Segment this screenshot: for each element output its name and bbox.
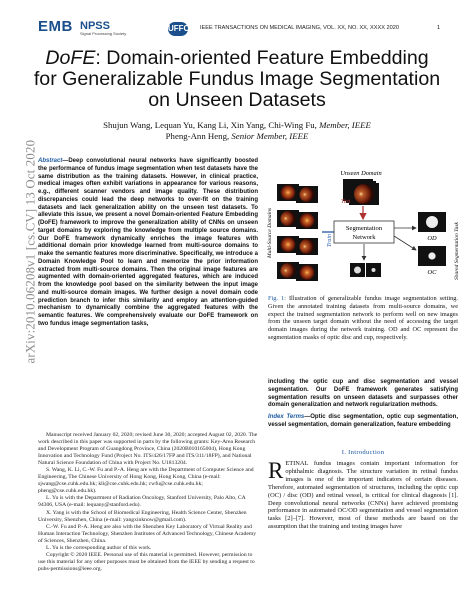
network-to-oc-arrow — [394, 236, 416, 250]
footnotes — [38, 432, 258, 573]
abstract — [38, 158, 258, 329]
caption-text: Illustration of generalizable fundus image segmentation setting. Given the annotated training datasets from multi-source domains, we expect the trained segmentation network to perform well on new images from the unseen target domain without the need of accessing the target domain images during the network training. OD and OC represent the segmentation masks of optic disc and cup, respectively. — [268, 295, 458, 341]
title-line1 — [45, 47, 428, 69]
multi-source-label: Multi-Source Domains — [267, 207, 273, 258]
authors-line2: Pheng-Ann Heng, — [165, 131, 230, 141]
oc-label: OC — [427, 269, 437, 276]
running-title: IEEE TRANSACTIONS ON MEDICAL IMAGING, VOL. XX, NO. XX, XXXX 2020 — [200, 25, 399, 31]
figure-1 — [266, 168, 464, 292]
unseen-domain-label: Unseen Domain — [340, 170, 382, 177]
oc-mask — [418, 246, 446, 266]
index-terms-dash: — — [304, 414, 311, 420]
network-label-line2: Network — [352, 234, 376, 241]
abstract-continued: including the optic cup and disc segmentation and vessel segmentation. Our DoFE framework generates satisfying segmentation results on unseen datasets and surpasses other domain generalization and network regularization methods. — [268, 379, 458, 409]
train-label: Train — [327, 233, 333, 247]
abstract-text: Deep convolutional neural networks have significantly boosted the performance of fundus image segmentation when test datasets have the same distribution as the training datasets. However, in clinical practice, medical images often exhibit variations in appearance for various reasons, e.g., different scanner vendors and image quality. These distribution discrepancies could lead the deep networks to over-fit on the training datasets and lack generalization ability on the unseen test datasets. To alleviate this issue, we present a novel Domain-oriented Feature Embedding (DoFE) framework to improve the generalization ability of CNNs on unseen target domains by exploring the knowledge from multiple source domains. Our DoFE framework dynamically enriches the image features with additional domain prior knowledge learned from multi-source domains to make the semantic features more discriminative. Specifically, we introduce a Domain Knowledge Pool to learn and memorize the prior information extracted from multi-source domains. Then the original image features are augmented with domain-oriented aggregated features, which are induced from the knowledge pool based on the similarity between the input image and multi-source domain images. We further design a novel domain code prediction branch to infer this similarity and employ an attention-guided mechanism to dynamically combine the aggregated features with the semantic features. We comprehensively evaluate our DoFE framework on two fundus image segmentation tasks, — [38, 158, 258, 327]
od-label: OD — [427, 235, 437, 242]
uffc-logo: UFFC — [168, 22, 188, 36]
introduction-text — [268, 460, 458, 531]
index-terms-text: Optic disc segmentation, optic cup segmentation, vessel segmentation, domain generalization, feature embedding — [268, 414, 458, 428]
shared-task-label: Shared Segmentation Task — [454, 222, 460, 280]
index-terms — [268, 414, 458, 430]
signal-processing-logo: Signal Processing Society — [80, 31, 127, 36]
multi-source-images — [277, 184, 318, 281]
paper-title — [25, 48, 449, 111]
footnote: Copyright © 2020 IEEE. Personal use of this material is permitted. However, permission to use this material for any other purposes must be obtained from the IEEE by sending a request to pubs-permissions@ieee.org. — [38, 551, 255, 572]
network-label-line1: Segmentation — [345, 225, 383, 232]
output-masks — [350, 263, 381, 277]
footnote: C.-W. Fu and P.-A. Heng are also with the Shenzhen Key Laboratory of Virtual Reality and Human Interaction Technology, Shenzhen Institutes of Advanced Technology, Chinese Academy of Sciences, Shenzhen, China. — [38, 523, 257, 544]
od-mask — [418, 212, 446, 232]
authors-line1: Shujun Wang, Lequan Yu, Kang Li, Xin Yang, Chi-Wing Fu, — [103, 120, 317, 130]
intro-first-word: ETINAL — [285, 460, 309, 467]
title-dofe: DoFE — [45, 47, 96, 69]
abstract-label: Abstract — [38, 158, 63, 164]
index-terms-label: Index Terms — [268, 414, 305, 420]
intro-body: fundus images contain important information for ophthalmic diagnosis. The structure variation in retinal fundus images is one of the important indicators of certain diseases. Therefore, automated segmentation of structures, including the optic cup (OC) / disc (OD) and retinal vessel, is critical for clinical diagnosis [1]. Deep convolutional neural networks (CNNs) have achieved promising performance in automated OC/OD segmentation and vessel segmentation tasks [2]–[7]. However, most of these methods are based on the assumption that the training and testing images have — [268, 460, 458, 531]
abstract-dash: — — [62, 158, 69, 164]
page-number: 1 — [437, 25, 441, 31]
footnote: Manuscript received January 02, 2020; revised June 30, 2020; accepted August 02, 2020. The work described in this paper was supported in parts by the following grants: Key-Area Research and Development Program of Guangdong Province, China (2020B010165004), Hong Kong Innovation and Technology Fund (Project No. ITS/426/17FP and ITS/311/18FP), and National Natural Science Foundation of China with Project No. U1813204. — [38, 432, 258, 467]
title-line3: on Unseen Datasets — [148, 89, 326, 111]
caption-fig-label: Fig. 1: — [268, 295, 286, 302]
footnote: L. Yu is the corresponding author of this work. — [46, 544, 152, 551]
footnote: X. Yang is with the School of Biomedical Engineering, Health Science Center, Shenzhen University, Shenzhen, China (e-mail: yangxinknow@gmail.com). — [38, 509, 247, 523]
footnote: L. Yu is with the Department of Radiation Oncology, Stanford University, Palo Alto, CA 94306, USA (e-mail: lequany@stanford.edu). — [38, 495, 246, 509]
arxiv-stamp: arXiv:2010.06208v1 [cs.CV] 13 Oct 2020 — [23, 139, 38, 364]
title-line2: for Generalizable Fundus Image Segmentation — [33, 68, 441, 90]
section-heading: I. Introduction — [341, 449, 385, 456]
npss-logo: NPSS — [80, 20, 110, 32]
authors-member2: Senior Member, IEEE — [231, 131, 309, 141]
test-label: Test — [341, 199, 351, 205]
title-line1-rest: : Domain-oriented Feature Embedding — [95, 47, 429, 69]
intro-dropcap: R — [268, 458, 284, 483]
emb-logo: EMB — [38, 18, 73, 35]
authors-member1: Member, IEEE — [319, 120, 371, 130]
authors — [25, 120, 449, 142]
footnote: S. Wang, K. Li, C.-W. Fu and P.-A. Heng are with the Department of Computer Science and Engineering, The Chinese University of Hong Kong, Hong Kong, China (e-mail: sjwang@cse.cuhk.edu.hk; kli@cse.cuhk.edu.hk; cwfu@cse.cuhk.edu.hk; pheng@cse.cuhk.edu.hk). — [38, 467, 254, 495]
figure-caption — [268, 295, 458, 342]
